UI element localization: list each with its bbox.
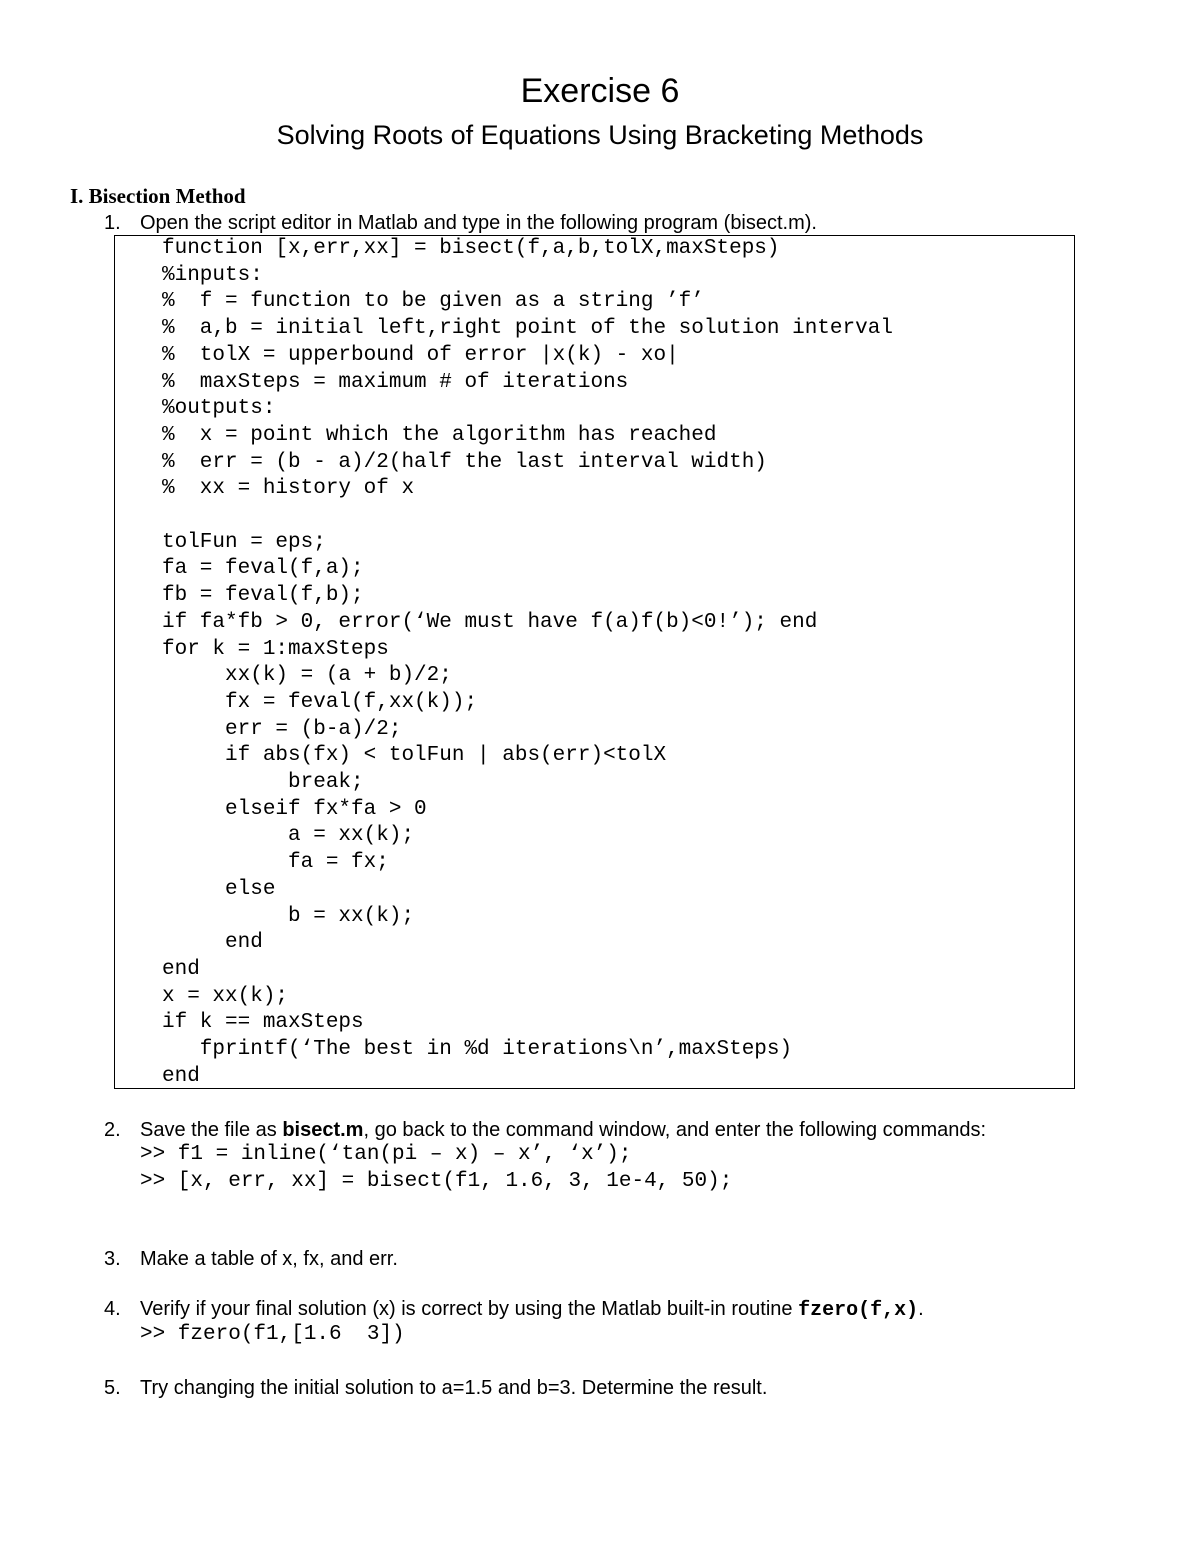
code-line: if fa*fb > 0, error(‘We must have f(a)f(b)<0!’); end: [162, 610, 818, 634]
code-line: % tolX = upperbound of error |x(k) - xo|: [162, 343, 679, 367]
code-line: fa = feval(f,a);: [162, 557, 364, 581]
code-line: x = xx(k);: [162, 984, 289, 1008]
code-line: fx = feval(f,xx(k));: [162, 690, 478, 714]
step-number: 1.: [104, 212, 121, 234]
code-line: xx(k) = (a + b)/2;: [162, 664, 452, 688]
step-3: [104, 1248, 398, 1271]
step-text: Save the file as: [140, 1119, 283, 1141]
code-line: % xx = history of x: [162, 477, 415, 501]
step-1: [104, 212, 817, 235]
step-text: Try changing the initial solution to a=1.5 and b=3. Determine the result.: [140, 1377, 768, 1399]
code-line: %outputs:: [162, 397, 276, 421]
command-line: >> f1 = inline(‘tan(pi – x) – x’, ‘x’);: [140, 1143, 632, 1166]
page-subtitle: Solving Roots of Equations Using Bracketing Methods: [276, 120, 924, 150]
code-line: %inputs:: [162, 263, 263, 287]
code-line: function [x,err,xx] = bisect(f,a,b,tolX,maxSteps): [162, 237, 780, 260]
code-line: end: [162, 931, 263, 955]
step-text: Make a table of x, fx, and err.: [140, 1248, 398, 1270]
page-title: Exercise 6: [520, 72, 680, 110]
code-line: end: [162, 1064, 200, 1088]
filename: bisect.m: [282, 1119, 364, 1141]
code-line: % err = (b - a)/2(half the last interval width): [162, 450, 767, 474]
code-line: % f = function to be given as a string ’f’: [162, 290, 704, 314]
code-line: % a,b = initial left,right point of the solution interval: [162, 317, 893, 341]
step-2: [104, 1119, 986, 1142]
code-line: if k == maxSteps: [162, 1011, 364, 1035]
step-text-cont: .: [918, 1298, 924, 1320]
code-line: for k = 1:maxSteps: [162, 637, 389, 661]
code-line: a = xx(k);: [162, 824, 415, 848]
code-line: err = (b-a)/2;: [162, 717, 402, 741]
step-number: 4.: [104, 1298, 121, 1320]
step-text: Open the script editor in Matlab and type in the following program (bisect.m).: [140, 212, 817, 234]
code-line: fprintf(‘The best in %d iterations\n’,maxSteps): [162, 1038, 793, 1061]
code-line: else: [162, 877, 276, 901]
code-line: fb = feval(f,b);: [162, 584, 364, 608]
step-number: 3.: [104, 1248, 121, 1270]
code-line: if abs(fx) < tolFun | abs(err)<tolX: [162, 744, 667, 768]
code-line: b = xx(k);: [162, 904, 415, 928]
code-line: break;: [162, 771, 364, 794]
code-line: % maxSteps = maximum # of iterations: [162, 370, 629, 394]
step-5: [104, 1377, 767, 1400]
code-line: end: [162, 957, 200, 981]
code-line: elseif fx*fa > 0: [162, 797, 427, 821]
code-line: tolFun = eps;: [162, 530, 326, 554]
code-line: fa = fx;: [162, 851, 389, 875]
step-number: 2.: [104, 1119, 121, 1141]
command-line: >> fzero(f1,[1.6 3]): [140, 1323, 405, 1346]
routine-name: fzero(f,x): [798, 1299, 919, 1322]
step-number: 5.: [104, 1377, 121, 1399]
step-4: [104, 1298, 924, 1322]
section-heading: I. Bisection Method: [70, 184, 246, 208]
step-text: Verify if your final solution (x) is correct by using the Matlab built-in routine: [140, 1298, 799, 1320]
command-line: >> [x, err, xx] = bisect(f1, 1.6, 3, 1e-4, 50);: [140, 1170, 733, 1193]
code-line: % x = point which the algorithm has reached: [162, 423, 717, 447]
step-text-cont: , go back to the command window, and enter the following commands:: [363, 1119, 987, 1141]
